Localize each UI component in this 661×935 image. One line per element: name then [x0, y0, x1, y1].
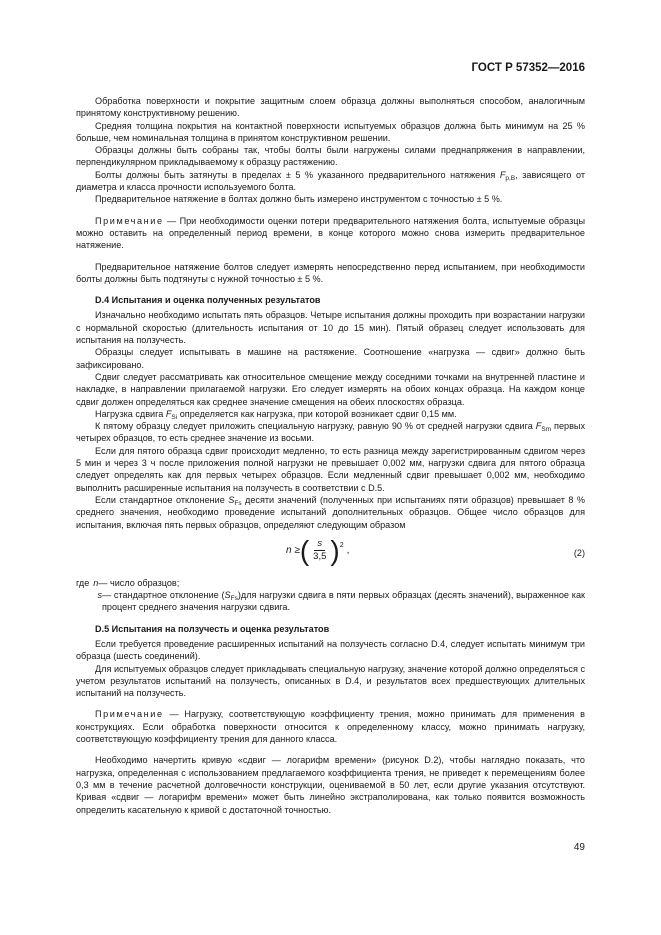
note-label: Примечание: [95, 709, 164, 720]
fraction-denominator: 3,5: [313, 551, 327, 563]
formula-exponent: 2: [339, 541, 344, 549]
note-paragraph: [76, 215, 585, 252]
note-paragraph: [76, 708, 585, 745]
formula: [286, 534, 350, 566]
symbol-subscript: Fs: [230, 595, 238, 603]
fraction: [310, 538, 329, 564]
definition-symbol: n: [93, 577, 99, 588]
paragraph: Обработка поверхности и покрытие защитным слоем образца должны выполняться способом, аналогичным принятому конструктивному решению.: [76, 96, 585, 119]
paragraph: Предварительное натяжение болтов следует измерять непосредственно перед испытанием, при необходимости болты должны быть подтянуты с нужной точностью ± 5 %.: [76, 261, 585, 284]
text-run: К пятому образцу следует приложить специальную нагрузку, равную 90 % от средней нагрузки сдвига: [95, 421, 536, 432]
symbol-subscript: Sm: [541, 426, 552, 434]
paragraph: [76, 494, 585, 531]
note-text: — Нагрузку, соответствующую коэффициенту трения, можно принимать для применения в конструкциях. Если обработка поверхности относится к определенному классу, можно принимать нагрузку, соответствующую коэффициенту трения для данного класса.: [76, 709, 585, 745]
where-label: где: [76, 577, 90, 588]
definition-symbol: s: [97, 590, 102, 601]
left-paren: (: [299, 534, 310, 566]
paragraph: Если требуется проведение расширенных испытаний на ползучесть согласно D.4, следует испытать минимум три образца (шесть соединений).: [76, 638, 585, 662]
symbol: S: [224, 590, 231, 601]
fraction-numerator: s: [314, 538, 325, 551]
text-run: десяти значений (полученных при испытаниях пяти образцов) превышает 8 % среднего значения, необходимо проведение испытаний дополнительных образцов. Общее число образцов для испытания, включая пять первых образцов, определяют следующим образом: [76, 494, 585, 530]
symbol: S: [228, 494, 235, 505]
paragraph: [76, 420, 585, 445]
right-paren: ): [330, 534, 340, 566]
formula-number: (2): [573, 547, 585, 558]
paragraph: [76, 408, 585, 420]
paragraph: Средняя толщина покрытия на контактной поверхности испытуемых образцов должна быть минимум на 25 % больше, чем номинальная толщина в принятом конструктивном решении.: [76, 120, 585, 143]
section-heading-d4: D.4 Испытания и оценка полученных результатов: [95, 295, 321, 306]
note-text: — При необходимости оценки потери предварительного натяжения болта, испытуемые образцы можно оставить на определенный период времени, в конце которого можно снова измерить предварительное натяжение.: [76, 215, 585, 251]
text-run: )для нагрузки сдвига в пяти первых образцах (десять значений), выраженное как процент среднего значения нагрузки сдвига.: [102, 590, 585, 613]
document-header: ГОСТ Р 57352—2016: [471, 62, 585, 74]
text-run: — стандартное отклонение (: [102, 590, 225, 601]
bolt-tension-paragraph: [76, 169, 585, 194]
text-run: Нагрузка сдвига: [95, 408, 166, 419]
formula-block: [76, 535, 585, 577]
symbol-subscript: p,B: [505, 174, 516, 182]
text-run: определяется как нагрузка, при которой возникает сдвиг 0,15 мм.: [177, 408, 457, 419]
symbol-subscript: Si: [171, 413, 178, 421]
paragraph: Образцы следует испытывать в машине на растяжение. Соотношение «нагрузка — сдвиг» должно быть зафиксировано.: [76, 347, 585, 370]
definition-row: [76, 589, 585, 614]
symbol: F: [165, 408, 172, 419]
section-heading-d5: D.5 Испытания на ползучесть и оценка результатов: [95, 623, 330, 634]
paragraph: Изначально необходимо испытать пять образцов. Четыре испытания должны проходить при возрастании нагрузки с нормальной скоростью (длительность испытания от 10 до 15 мин). Пятый образец следует использовать для испытания на ползучесть.: [76, 310, 585, 346]
formula-trail: ,: [346, 544, 350, 556]
paragraph: Если для пятого образца сдвиг происходит медленно, то есть разница между зарегистрированным сдвигом через 5 мин и через 3 ч после приложения полной нагрузки не превышает 0,002 мм, нагрузки сдвига для пятого образца следует определять как для первых четырех образцов. Если медленный сдвиг превышает 0,002 мм, необходимо выполнить расширенные испытания на ползучесть в соответствии с D.5.: [76, 445, 585, 493]
symbol: F: [499, 169, 506, 180]
page-number: 49: [573, 842, 585, 853]
paragraph: Образцы должны быть собраны так, чтобы болты были нагружены силами преднапряжения в направлении, перпендикулярном прикладываемому к образцу растяжению.: [76, 145, 585, 168]
text-run: Если стандартное отклонение: [95, 494, 229, 505]
paragraph: Сдвиг следует рассматривать как относительное смещение между соседними точками на внутренней пластине и накладке, в направлении прилагаемой нагрузки. Его следует измерять на обоих концах образца. На каждом конце сдвиг должен определяться как среднее значение смещения на обеих плоскостях образца.: [76, 371, 585, 407]
symbol-subscript: Fs: [234, 499, 242, 507]
symbol: F: [535, 421, 542, 432]
paragraph: Необходимо начертить кривую «сдвиг — логарифм времени» (рисунок D.2), чтобы наглядно показать, что нагрузка, определенная с использованием предлагаемого коэффициента трения, не приведет к перемещениям более 0,3 мм в течение расчетной долговечности конструкции, оцениваемой в 50 лет, если другие указания отсутствуют. Кривая «сдвиг — логарифм времени» может быть линейно экстраполирована, как только появится возможность определить касательную к кривой с достаточной точностью.: [76, 755, 585, 815]
paragraph: Для испытуемых образцов следует прикладывать специальную нагрузку, значение которой должно определяться с учетом результатов испытаний на ползучесть, описанных в D.4, и результатов всех предшествующих длительных испытаний на ползучесть.: [76, 663, 585, 699]
definition-row: [76, 577, 585, 589]
definition-text: [102, 589, 585, 614]
note-label: Примечание: [95, 215, 164, 226]
document-body: [76, 95, 585, 816]
text-run: первых четырех образцов, то есть среднее значение из восьми.: [76, 421, 585, 444]
text-run: Болты должны быть затянуты в пределах ± 5 % указанного предварительного натяжения: [95, 169, 500, 180]
definition-text: — число образцов;: [98, 577, 180, 588]
text-run: , зависящего от диаметра и класса прочности используемого болта.: [76, 169, 586, 193]
paragraph: Предварительное натяжение в болтах должно быть измерено инструментом с точностью ± 5 %.: [95, 194, 503, 205]
formula-lhs: n ≥: [286, 544, 300, 556]
